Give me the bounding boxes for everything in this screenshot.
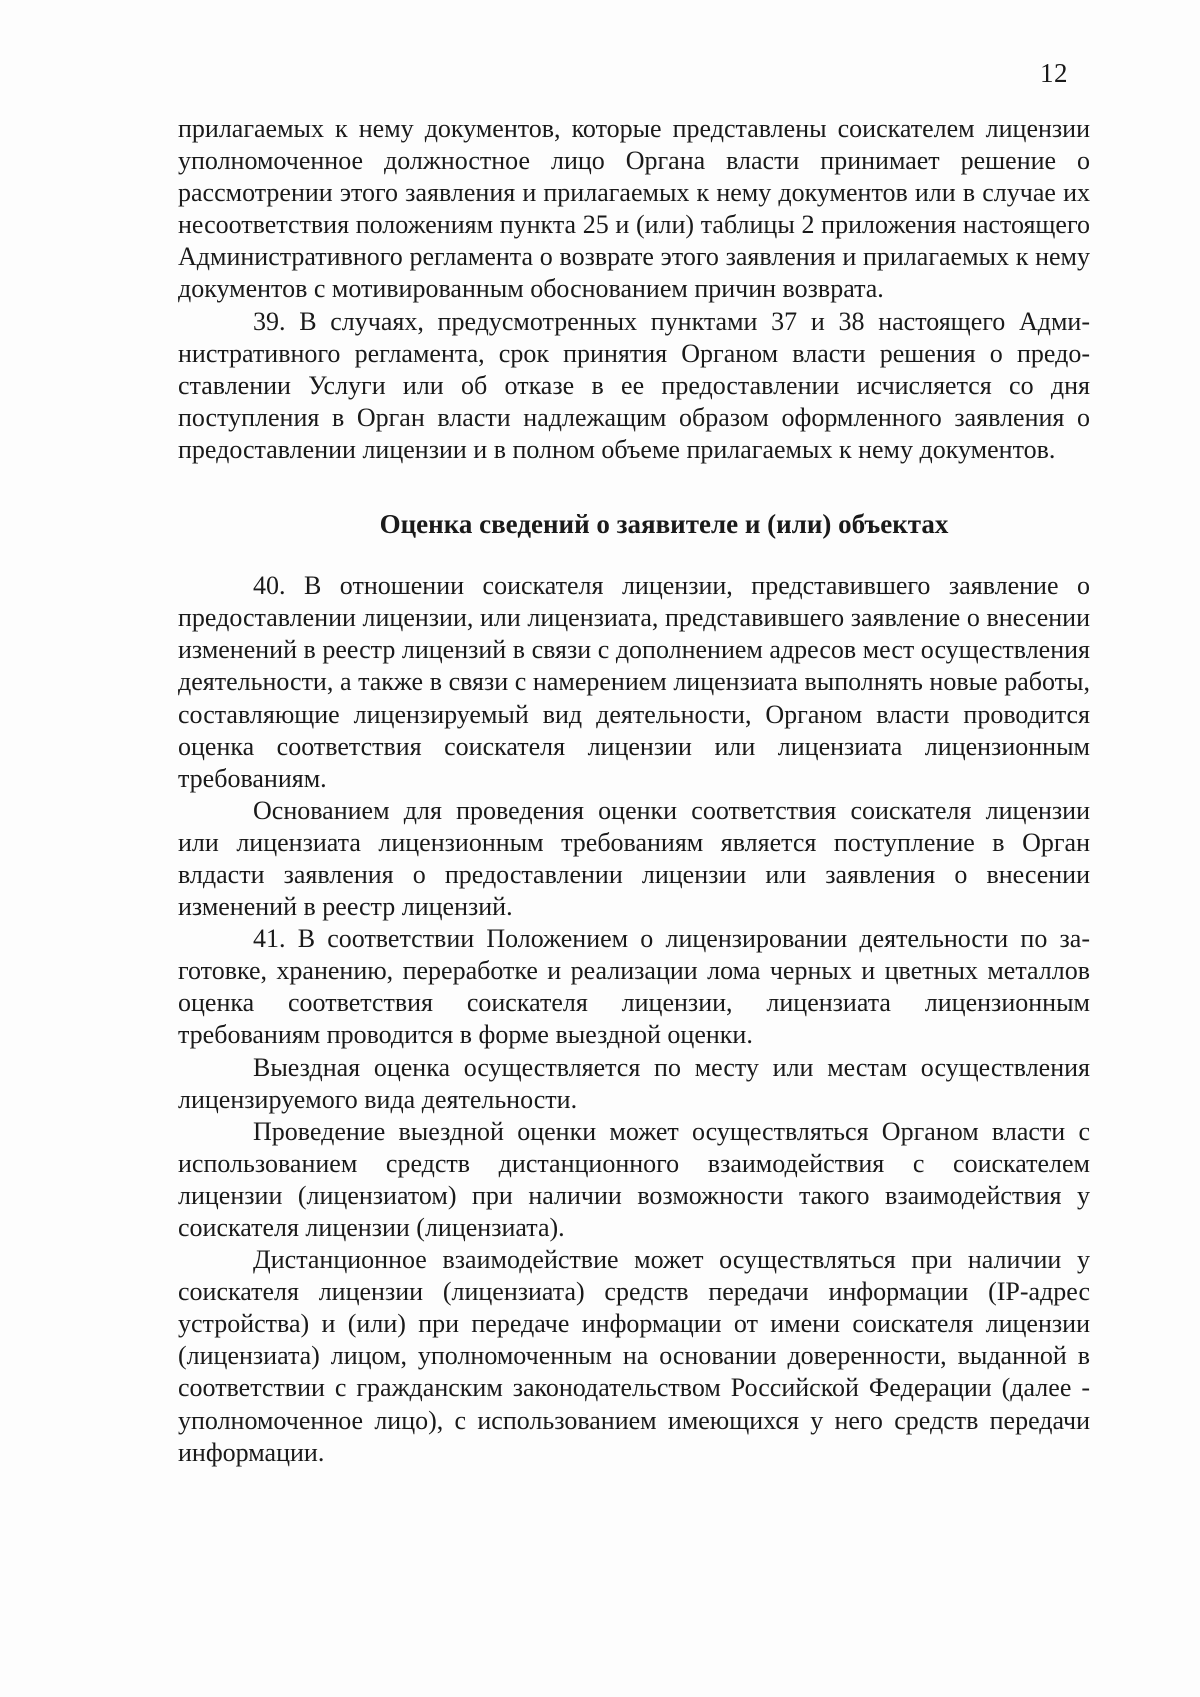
paragraph-41: 41. В соответствии Положением о лицензировании деятельности по заготовке, хранению, переработке и реализации лома черных и цветных металлов оценка соответствия соискателя лицензии, лицензиата лицензионным требованиям проводится в форме выездной оценки. xyxy=(178,924,1090,1050)
paragraph-41-onsite: Выездная оценка осуществляется по месту или местам осуществления лицензируемого вида деятельности. xyxy=(178,1052,1090,1114)
paragraph-40-basis: Основанием для проведения оценки соответствия соискателя лицензии или лицензиата лицензионным требованиям является поступление в Орган влдасти заявления о предоставлении лицензии или заявления о внесении изменений в реестр лицензий. xyxy=(178,795,1090,922)
page-number: 12 xyxy=(1040,58,1068,88)
paragraph-40: 40. В отношении соискателя лицензии, представившего заявление о предоставлении лицензии, или лицензиата, представившего заявление о внесении изменений в реестр лицензий в связи с дополнением адресов мест осуществления деятельности, а также в связи с намерением лицензиата выполнять новые работы, составляющие лицензируемый вид деятельности, Органом власти проводится оценка соответствия соискателя лицензии или лицензиата лицензионным требованиям. xyxy=(178,571,1090,793)
document-body xyxy=(178,113,1090,1469)
paragraph-39: 39. В случаях, предусмотренных пунктами 37 и 38 настоящего Административного регламента, срок принятия Органом власти решения о предоставлении Услуги или об отказе в ее предоставлении исчисляется со дня поступления в Орган власти надлежащим образом оформленного заявления о предоставлении лицензии и в полном объеме прилагаемых к нему документов. xyxy=(178,306,1090,464)
paragraph-continuation: прилагаемых к нему документов, которые представлены соискателем лицензии уполномоченное должностное лицо Органа власти принимает решение о рассмотрении этого заявления и прилагаемых к нему документов или в случае их несоответствия положениям пункта 25 и (или) таблицы 2 приложения настоящего Административного регламента о возврате этого заявления и прилагаемых к нему документов с мотивированным обоснованием причин возврата. xyxy=(178,114,1090,304)
paragraph-41-remote: Проведение выездной оценки может осуществляться Органом власти с использованием средств дистанционного взаимодействия с соискателем лицензии (лицензиатом) при наличии возможности такого взаимодействия у соискателя лицензии (лицензиата). xyxy=(178,1116,1090,1242)
section-heading: Оценка сведений о заявителе и (или) объектах xyxy=(379,509,949,540)
paragraph-41-remote-means: Дистанционное взаимодействие может осуществляться при наличии у соискателя лицензии (лицензиата) средств передачи информации (IP-адрес устройства) и (или) при передаче информации от имени соискателя лицензии (лицензиата) лицом, уполномоченным на основании доверенности, выданной в соответствии с гражданским законодательством Российской Федерации (далее - уполномоченное лицо), с использованием имеющихся у него средств передачи информации. xyxy=(178,1245,1090,1467)
